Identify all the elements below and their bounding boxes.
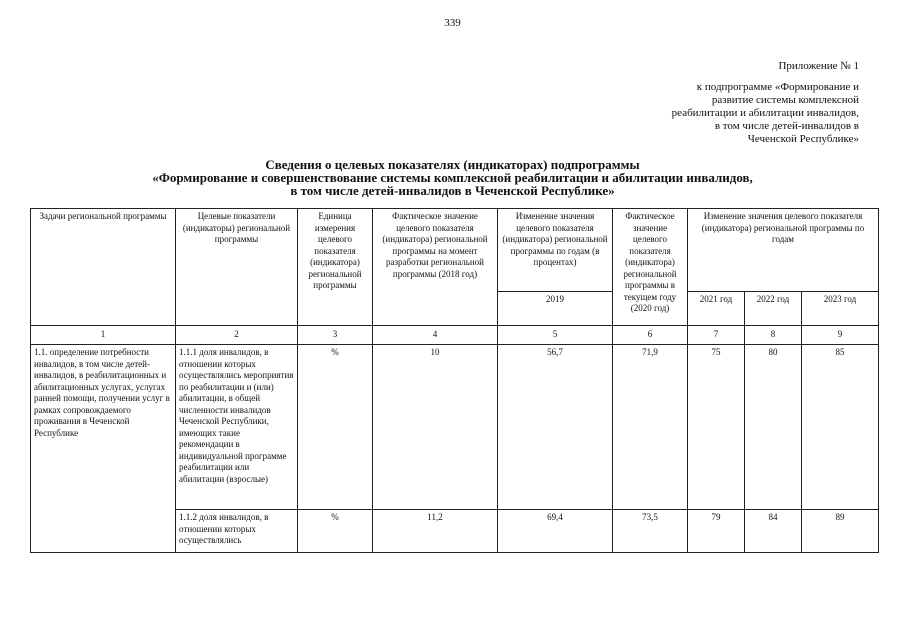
appendix-line: в том числе детей-инвалидов в xyxy=(714,120,859,132)
header-indicators: Целевые показатели (индикаторы) региональной программы xyxy=(176,209,298,326)
value-2023-cell: 89 xyxy=(802,510,879,553)
value-2019-cell: 56,7 xyxy=(498,345,613,510)
value-2021-cell: 75 xyxy=(688,345,745,510)
value-2022-cell: 84 xyxy=(745,510,802,553)
header-year-2023: 2023 год xyxy=(802,292,879,326)
value-2018-cell: 10 xyxy=(373,345,498,510)
appendix-block xyxy=(579,60,859,146)
appendix-line: развитие системы комплексной xyxy=(711,94,859,106)
column-number: 6 xyxy=(613,326,688,345)
column-numbers-row xyxy=(31,326,879,345)
value-2020-cell: 71,9 xyxy=(613,345,688,510)
header-row xyxy=(31,209,879,292)
column-number: 3 xyxy=(298,326,373,345)
value-2023-cell: 85 xyxy=(802,345,879,510)
indicator-cell: 1.1.2 доля инвалидов, в отношении которых осуществлялись xyxy=(176,510,298,553)
unit-cell: % xyxy=(298,345,373,510)
value-2020-cell: 73,5 xyxy=(613,510,688,553)
column-number: 8 xyxy=(745,326,802,345)
title-line: Сведения о целевых показателях (индикаторах) подпрограммы xyxy=(265,157,640,172)
page-number: 339 xyxy=(444,17,461,29)
column-number: 7 xyxy=(688,326,745,345)
indicator-cell: 1.1.1 доля инвалидов, в отношении которых осуществлялись мероприятия по реабилитации и (или) абилитации, в общей численности инвалидов Чеченской Республики, имеющих такие рекомендации в индивидуальной программе реабилитации или абилитации (взрослые) xyxy=(176,345,298,510)
header-actual-2018: Фактическое значение целевого показателя (индикатора) региональной программы на момент разработки региональной программы (2018 год) xyxy=(373,209,498,326)
value-2019-cell: 69,4 xyxy=(498,510,613,553)
title-line: «Формирование и совершенствование системы комплексной реабилитации и абилитации инвалидов, xyxy=(152,170,753,185)
appendix-title: Приложение № 1 xyxy=(778,60,859,72)
header-unit: Единица измерения целевого показателя (индикатора) региональной программы xyxy=(298,209,373,326)
document-title xyxy=(40,158,865,197)
header-tasks: Задачи региональной программы xyxy=(31,209,176,326)
value-2022-cell: 80 xyxy=(745,345,802,510)
header-year-2022: 2022 год xyxy=(745,292,802,326)
column-number: 1 xyxy=(31,326,176,345)
column-number: 2 xyxy=(176,326,298,345)
appendix-line: реабилитации и абилитации инвалидов, xyxy=(671,107,859,119)
column-number: 9 xyxy=(802,326,879,345)
title-line: в том числе детей-инвалидов в Чеченской Республике» xyxy=(290,183,615,198)
header-year-2019: 2019 xyxy=(498,292,613,326)
column-number: 5 xyxy=(498,326,613,345)
appendix-line: к подпрограмме «Формирование и xyxy=(696,81,859,93)
value-2018-cell: 11,2 xyxy=(373,510,498,553)
header-change-years: Изменение значения целевого показателя (индикатора) региональной программы по годам xyxy=(688,209,879,292)
header-actual-current: Фактическое значение целевого показателя (индикатора) региональной программы в текущем году (2020 год) xyxy=(613,209,688,326)
table-row xyxy=(31,345,879,510)
indicators-table xyxy=(30,208,879,553)
unit-cell: % xyxy=(298,510,373,553)
header-change-pct: Изменение значения целевого показателя (индикатора) региональной программы по годам (в процентах) xyxy=(498,209,613,292)
value-2021-cell: 79 xyxy=(688,510,745,553)
task-cell: 1.1. определение потребности инвалидов, в том числе детей-инвалидов, в реабилитационных и абилитационных услугах, услугах ранней помощи, получении услуг в рамках сопровождаемого проживания в Чеченской Республике xyxy=(31,345,176,553)
header-year-2021: 2021 год xyxy=(688,292,745,326)
column-number: 4 xyxy=(373,326,498,345)
appendix-line: Чеченской Республике» xyxy=(747,133,859,145)
